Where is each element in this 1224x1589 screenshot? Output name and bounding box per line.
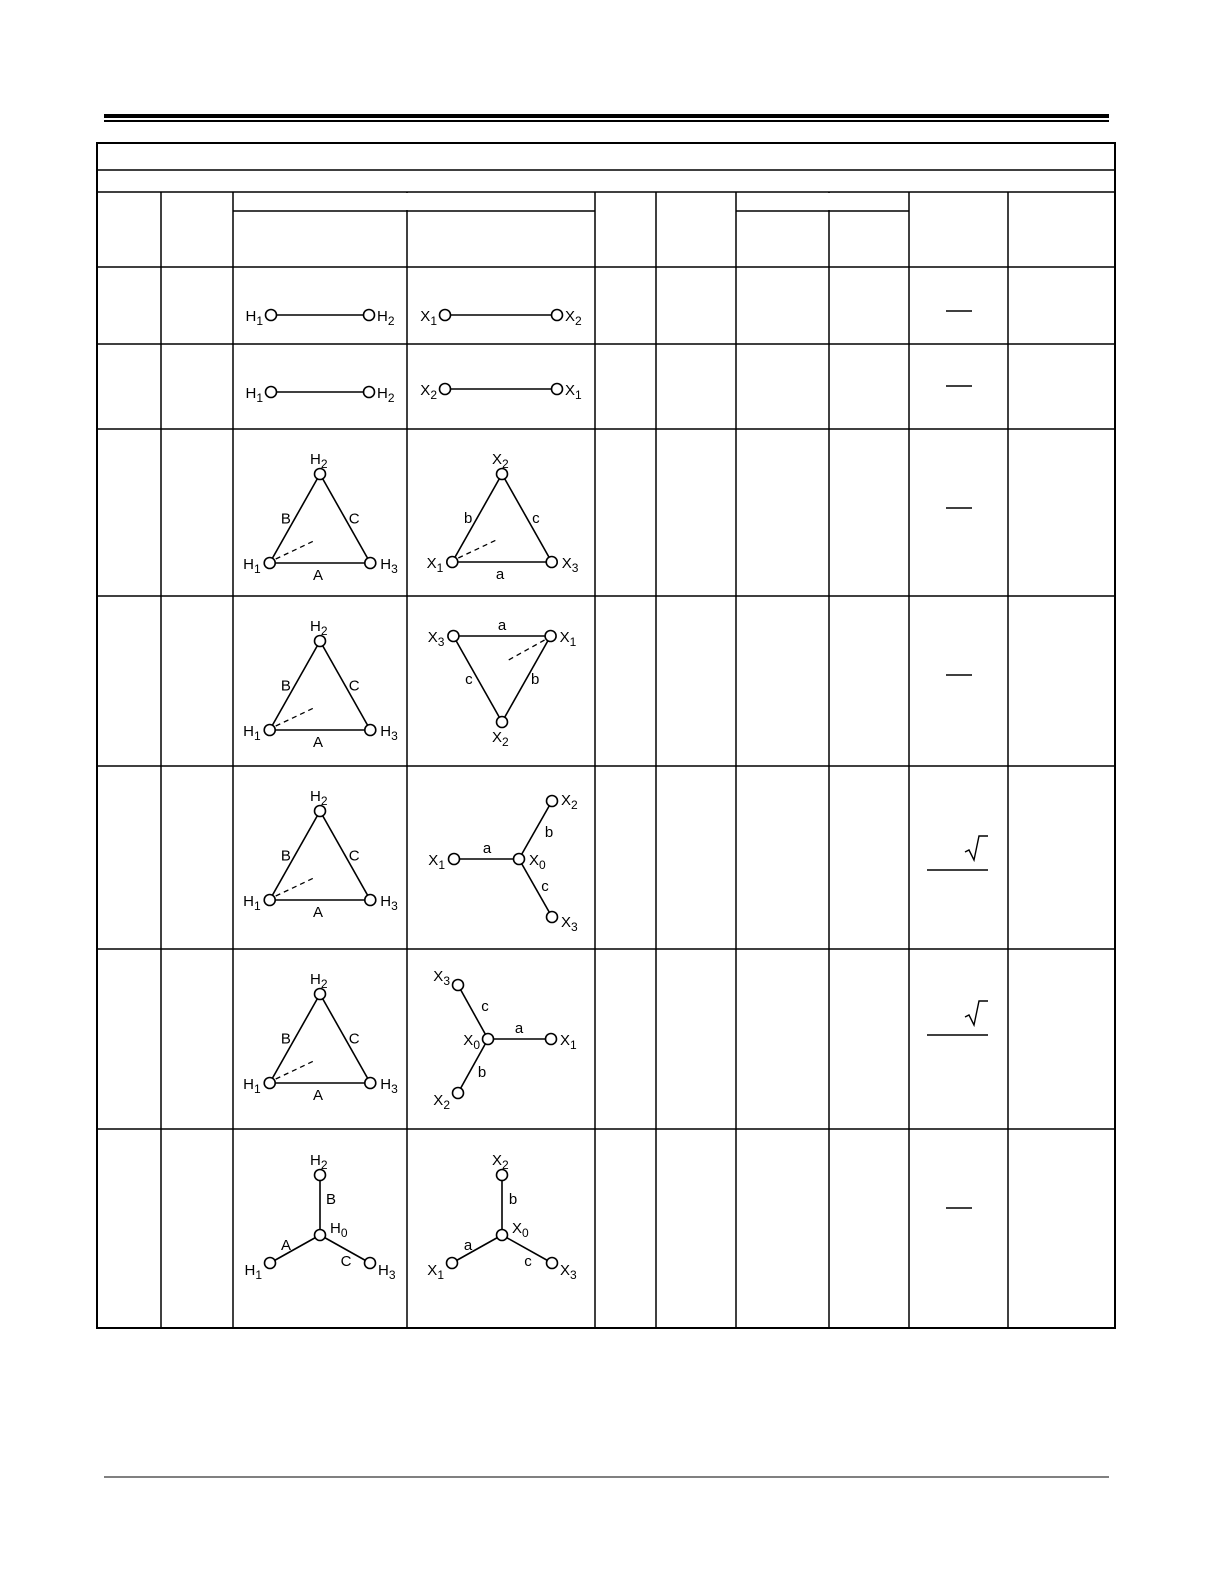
terminal-subscript: 1	[437, 1268, 444, 1282]
terminal-letter: X	[559, 629, 570, 646]
winding-label: c	[532, 510, 540, 527]
terminal-subscript: 2	[387, 391, 395, 405]
terminal-subscript: 0	[340, 1226, 348, 1240]
winding-label: B	[280, 677, 291, 695]
delta-diagram	[243, 971, 398, 1104]
terminal-node	[265, 1258, 276, 1269]
terminal-node	[365, 558, 376, 569]
terminal-letter: H	[310, 788, 321, 805]
terminal-label	[245, 308, 263, 328]
terminal-node	[447, 1258, 458, 1269]
terminal-letter: H	[243, 556, 255, 573]
terminal-subscript: 3	[443, 974, 450, 988]
terminal-node	[514, 854, 525, 865]
winding-label: A	[312, 567, 324, 584]
winding-label: A	[312, 734, 324, 751]
terminal-letter: X	[561, 914, 572, 931]
terminal-subscript: 2	[571, 798, 578, 812]
terminal-node	[365, 895, 376, 906]
terminal-subscript: 2	[502, 457, 509, 471]
terminal-label	[529, 852, 546, 872]
terminal-subscript: 2	[443, 1098, 450, 1112]
single-phase-diagram	[420, 308, 582, 328]
terminal-label	[380, 893, 398, 913]
terminal-node	[365, 1078, 376, 1089]
terminal-letter: X	[560, 1262, 571, 1279]
terminal-letter: H	[310, 971, 321, 988]
terminal-label	[380, 1076, 398, 1096]
winding-label: A	[312, 1087, 324, 1104]
terminal-node	[266, 310, 277, 321]
terminal-letter: X	[426, 555, 437, 572]
terminal-label	[463, 1032, 480, 1052]
terminal-node	[545, 631, 556, 642]
terminal-letter: X	[492, 729, 503, 746]
terminal-subscript: 2	[320, 624, 328, 638]
terminal-subscript: 1	[254, 1082, 261, 1096]
terminal-label	[330, 1220, 348, 1240]
winding-label: B	[280, 847, 291, 865]
terminal-subscript: 2	[320, 1158, 328, 1172]
terminal-subscript: 2	[502, 1158, 509, 1172]
winding-label: c	[541, 878, 549, 895]
terminal-letter: X	[427, 629, 438, 646]
terminal-label	[512, 1220, 529, 1240]
terminal-letter: H	[243, 723, 255, 740]
single-phase-diagram	[245, 385, 394, 405]
terminal-letter: X	[565, 382, 576, 399]
winding-label: c	[465, 671, 473, 688]
span-mask	[404, 193, 410, 210]
terminal-letter: H	[310, 618, 321, 635]
winding-label: C	[348, 677, 360, 695]
terminal-subscript: 3	[388, 1268, 396, 1282]
winding-label: C	[340, 1253, 352, 1270]
terminal-subscript: 2	[320, 977, 328, 991]
winding-label: a	[514, 1020, 524, 1037]
terminal-node	[449, 854, 460, 865]
terminal-label	[427, 1262, 444, 1282]
terminal-subscript: 1	[569, 635, 577, 649]
terminal-letter: X	[420, 308, 431, 325]
terminal-label	[420, 308, 437, 328]
winding-label: B	[280, 1030, 291, 1048]
terminal-label	[560, 1032, 577, 1052]
terminal-letter: X	[560, 1032, 571, 1049]
terminal-subscript: 2	[320, 794, 328, 808]
terminal-letter: H	[310, 1152, 321, 1169]
span-mask	[826, 193, 832, 210]
terminal-node	[497, 717, 508, 728]
terminal-subscript: 2	[430, 388, 437, 402]
terminal-node	[547, 912, 558, 923]
terminal-subscript: 2	[320, 457, 328, 471]
terminal-subscript: 3	[571, 920, 578, 934]
winding-label: b	[508, 1191, 518, 1208]
terminal-subscript: 2	[387, 314, 395, 328]
ratio-sqrt	[927, 1001, 988, 1035]
terminal-label	[428, 629, 445, 649]
winding-line	[270, 1235, 320, 1263]
delta-diagram	[243, 788, 398, 921]
terminal-subscript: 0	[473, 1038, 480, 1052]
delta-diagram	[243, 451, 398, 584]
terminal-label	[243, 556, 261, 576]
terminal-node	[266, 387, 277, 398]
winding-line	[502, 636, 551, 722]
winding-label: a	[482, 840, 492, 857]
terminal-subscript: 3	[391, 729, 398, 743]
terminal-node	[483, 1034, 494, 1045]
terminal-letter: H	[378, 1262, 389, 1279]
terminal-label	[427, 555, 444, 575]
terminal-label	[377, 385, 395, 405]
delta-diagram	[428, 617, 577, 749]
winding-label: A	[312, 904, 324, 921]
terminal-subscript: 3	[391, 562, 398, 576]
winding-line	[320, 811, 370, 900]
terminal-label	[433, 1092, 450, 1112]
winding-label: a	[497, 617, 507, 634]
winding-label: b	[530, 671, 540, 688]
terminal-node	[546, 557, 557, 568]
terminal-letter: X	[512, 1220, 523, 1237]
terminal-label	[560, 1262, 577, 1282]
terminal-label	[492, 729, 509, 749]
terminal-letter: H	[380, 1076, 392, 1093]
terminal-subscript: 1	[256, 391, 263, 405]
terminal-subscript: 2	[502, 735, 509, 749]
terminal-subscript: 3	[571, 561, 579, 575]
terminal-label	[377, 308, 395, 328]
winding-label: B	[280, 510, 291, 528]
terminal-node	[497, 1230, 508, 1241]
terminal-subscript: 1	[438, 858, 445, 872]
terminal-label	[428, 852, 445, 872]
terminal-node	[264, 895, 275, 906]
terminal-letter: H	[380, 893, 392, 910]
terminal-node	[547, 1258, 558, 1269]
single-phase-diagram	[245, 308, 394, 328]
terminal-letter: X	[529, 852, 540, 869]
terminal-label	[561, 914, 578, 934]
winding-label: a	[495, 566, 505, 583]
terminal-label	[380, 556, 398, 576]
terminal-subscript: 1	[430, 314, 437, 328]
terminal-letter: X	[433, 968, 444, 985]
terminal-node	[547, 796, 558, 807]
terminal-label	[565, 308, 582, 328]
winding-label: A	[280, 1237, 292, 1254]
terminal-letter: X	[492, 1152, 503, 1169]
terminal-label	[565, 382, 582, 402]
header-rule-thick	[104, 114, 1109, 118]
terminal-letter: X	[565, 308, 576, 325]
wye-diagram	[244, 1152, 395, 1282]
sqrt-symbol	[965, 836, 988, 860]
winding-label: b	[477, 1064, 487, 1081]
terminal-label	[245, 385, 263, 405]
terminal-subscript: 1	[575, 388, 582, 402]
winding-label: c	[481, 998, 489, 1015]
terminal-letter: X	[427, 1262, 438, 1279]
winding-line	[453, 636, 502, 722]
terminal-label	[244, 1262, 262, 1282]
terminal-label	[243, 1076, 261, 1096]
terminal-node	[546, 1034, 557, 1045]
terminal-subscript: 0	[522, 1226, 529, 1240]
terminal-node	[364, 310, 375, 321]
terminal-node	[264, 1078, 275, 1089]
winding-label: b	[544, 824, 554, 841]
terminal-node	[264, 725, 275, 736]
terminal-node	[365, 1258, 376, 1269]
wye-diagram	[428, 792, 578, 934]
terminal-letter: X	[492, 451, 503, 468]
winding-label: c	[524, 1253, 532, 1270]
terminal-subscript: 0	[539, 858, 546, 872]
terminal-subscript: 1	[436, 561, 444, 575]
terminal-subscript: 1	[255, 1268, 262, 1282]
wye-diagram	[433, 968, 577, 1112]
terminal-node	[453, 980, 464, 991]
winding-label: b	[463, 510, 473, 527]
terminal-label	[380, 723, 398, 743]
terminal-subscript: 3	[391, 1082, 398, 1096]
header-rule-thin	[104, 120, 1109, 122]
terminal-node	[364, 387, 375, 398]
terminal-subscript: 1	[254, 562, 261, 576]
wye-diagram	[427, 1152, 577, 1282]
winding-label: C	[348, 1030, 360, 1048]
winding-label: C	[348, 847, 360, 865]
table-cells	[243, 308, 988, 1282]
delta-diagram	[243, 618, 398, 751]
terminal-node	[448, 631, 459, 642]
terminal-letter: H	[244, 1262, 256, 1279]
ratio-sqrt	[927, 836, 988, 870]
terminal-subscript: 3	[391, 899, 398, 913]
terminal-letter: H	[330, 1220, 341, 1237]
terminal-letter: X	[561, 555, 572, 572]
terminal-letter: X	[420, 382, 431, 399]
terminal-node	[315, 1230, 326, 1241]
terminal-label	[378, 1262, 396, 1282]
winding-line	[320, 474, 370, 563]
terminal-letter: X	[463, 1032, 474, 1049]
terminal-letter: H	[377, 308, 388, 325]
terminal-label	[420, 382, 437, 402]
winding-label: C	[348, 510, 360, 528]
winding-label: B	[325, 1191, 337, 1208]
terminal-label	[433, 968, 450, 988]
terminal-label	[243, 723, 261, 743]
terminal-letter: H	[243, 1076, 255, 1093]
terminal-subscript: 1	[570, 1038, 577, 1052]
terminal-node	[552, 310, 563, 321]
terminal-subscript: 3	[570, 1268, 577, 1282]
winding-label: a	[463, 1237, 473, 1254]
single-phase-diagram	[420, 382, 582, 402]
terminal-label	[243, 893, 261, 913]
terminal-subscript: 2	[575, 314, 582, 328]
terminal-label	[562, 555, 579, 575]
winding-line	[320, 641, 370, 730]
terminal-node	[440, 384, 451, 395]
terminal-subscript: 1	[256, 314, 263, 328]
terminal-letter: H	[243, 893, 255, 910]
terminal-node	[447, 557, 458, 568]
terminal-letter: X	[561, 792, 572, 809]
winding-line	[452, 1235, 502, 1263]
sqrt-symbol	[965, 1001, 988, 1025]
terminal-node	[453, 1088, 464, 1099]
terminal-letter: H	[245, 308, 257, 325]
terminal-letter: X	[428, 852, 439, 869]
terminal-subscript: 1	[254, 729, 261, 743]
terminal-node	[365, 725, 376, 736]
terminal-node	[440, 310, 451, 321]
terminal-letter: H	[245, 385, 257, 402]
terminal-subscript: 3	[437, 635, 445, 649]
terminal-node	[264, 558, 275, 569]
winding-line	[320, 994, 370, 1083]
terminal-letter: H	[380, 556, 392, 573]
terminal-letter: H	[380, 723, 392, 740]
delta-diagram	[427, 451, 579, 583]
terminal-subscript: 1	[254, 899, 261, 913]
terminal-node	[552, 384, 563, 395]
terminal-letter: H	[310, 451, 321, 468]
terminal-label	[560, 629, 577, 649]
terminal-letter: H	[377, 385, 388, 402]
terminal-letter: X	[433, 1092, 444, 1109]
winding-line	[502, 474, 552, 562]
terminal-label	[561, 792, 578, 812]
